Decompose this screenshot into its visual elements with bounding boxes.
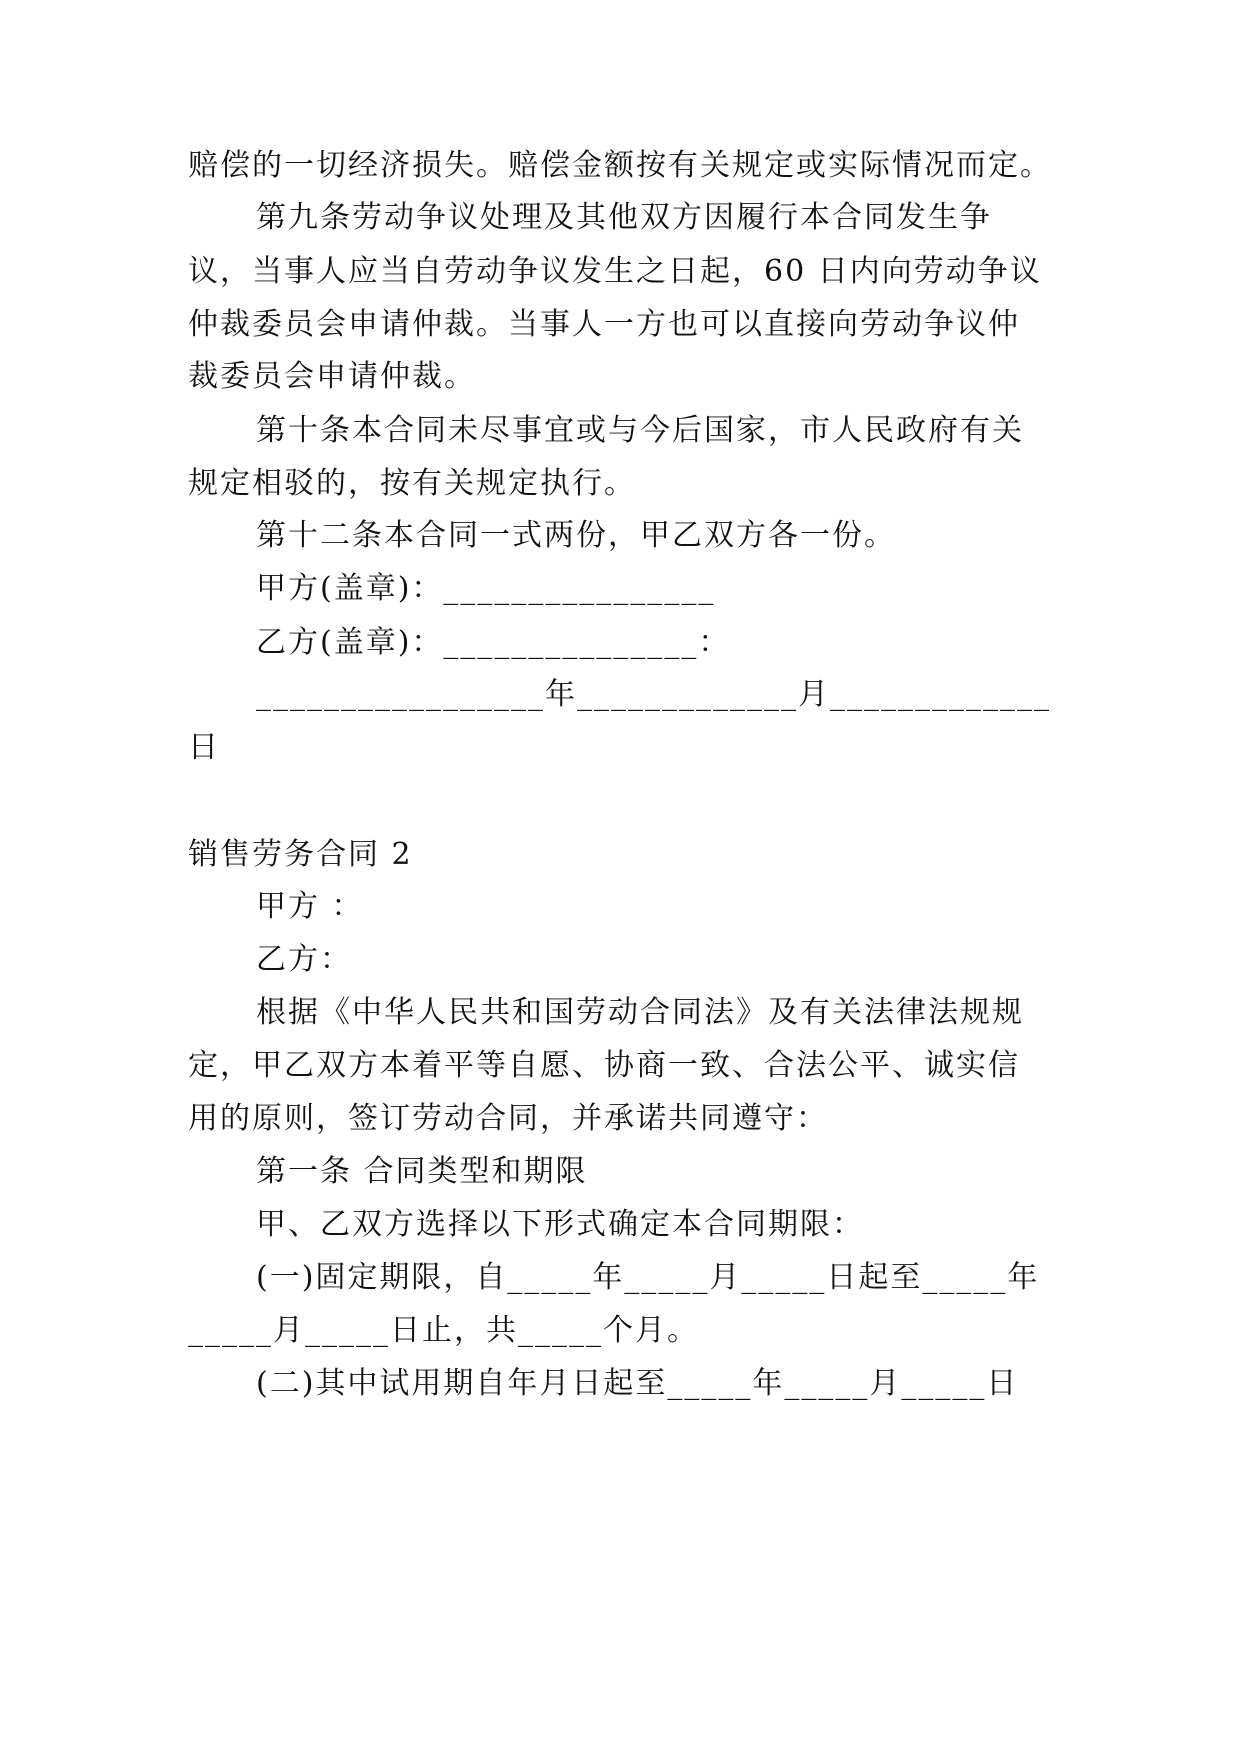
paragraph-line: 议，当事人应当自劳动争议发生之日起，60 日内向劳动争议	[188, 254, 1042, 289]
paragraph-line: 规定相驳的，按有关规定执行。	[188, 466, 636, 501]
party-a-line: 甲方 ：	[256, 889, 364, 924]
party-a-signature-line: 甲方(盖章)：________________	[256, 571, 716, 606]
date-day-line: 日	[188, 730, 220, 765]
party-b-signature-line: 乙方(盖章)：_______________：	[256, 625, 731, 660]
paragraph-line: 赔偿的一切经济损失。赔偿金额按有关规定或实际情况而定。	[188, 148, 1052, 183]
probation-line: (二)其中试用期自年月日起至_____年_____月_____日	[256, 1366, 1019, 1401]
article-9-heading-line: 第九条劳动争议处理及其他双方因履行本合同发生争	[256, 200, 992, 235]
preamble-line: 用的原则，签订劳动合同，并承诺共同遵守：	[188, 1101, 828, 1136]
article-12-line: 第十二条本合同一式两份，甲乙双方各一份。	[256, 518, 896, 553]
party-b-line: 乙方：	[256, 942, 352, 977]
paragraph-line: 甲、乙双方选择以下形式确定本合同期限：	[256, 1207, 864, 1242]
fixed-term-line: _____月_____日止，共_____个月。	[188, 1313, 699, 1348]
date-line: _________________年_____________月_____________	[256, 677, 1051, 712]
article-1-heading: 第一条 合同类型和期限	[256, 1154, 588, 1189]
article-10-line: 第十条本合同未尽事宜或与今后国家，市人民政府有关	[256, 413, 1024, 448]
fixed-term-line: (一)固定期限，自_____年_____月_____日起至_____年	[256, 1260, 1040, 1295]
preamble-line: 根据《中华人民共和国劳动合同法》及有关法律法规规	[256, 995, 1024, 1030]
section-title: 销售劳务合同 2	[188, 837, 413, 872]
paragraph-line: 仲裁委员会申请仲裁。当事人一方也可以直接向劳动争议仲	[188, 307, 1020, 342]
preamble-line: 定，甲乙双方本着平等自愿、协商一致、合法公平、诚实信	[188, 1048, 1020, 1083]
paragraph-line: 裁委员会申请仲裁。	[188, 359, 476, 394]
